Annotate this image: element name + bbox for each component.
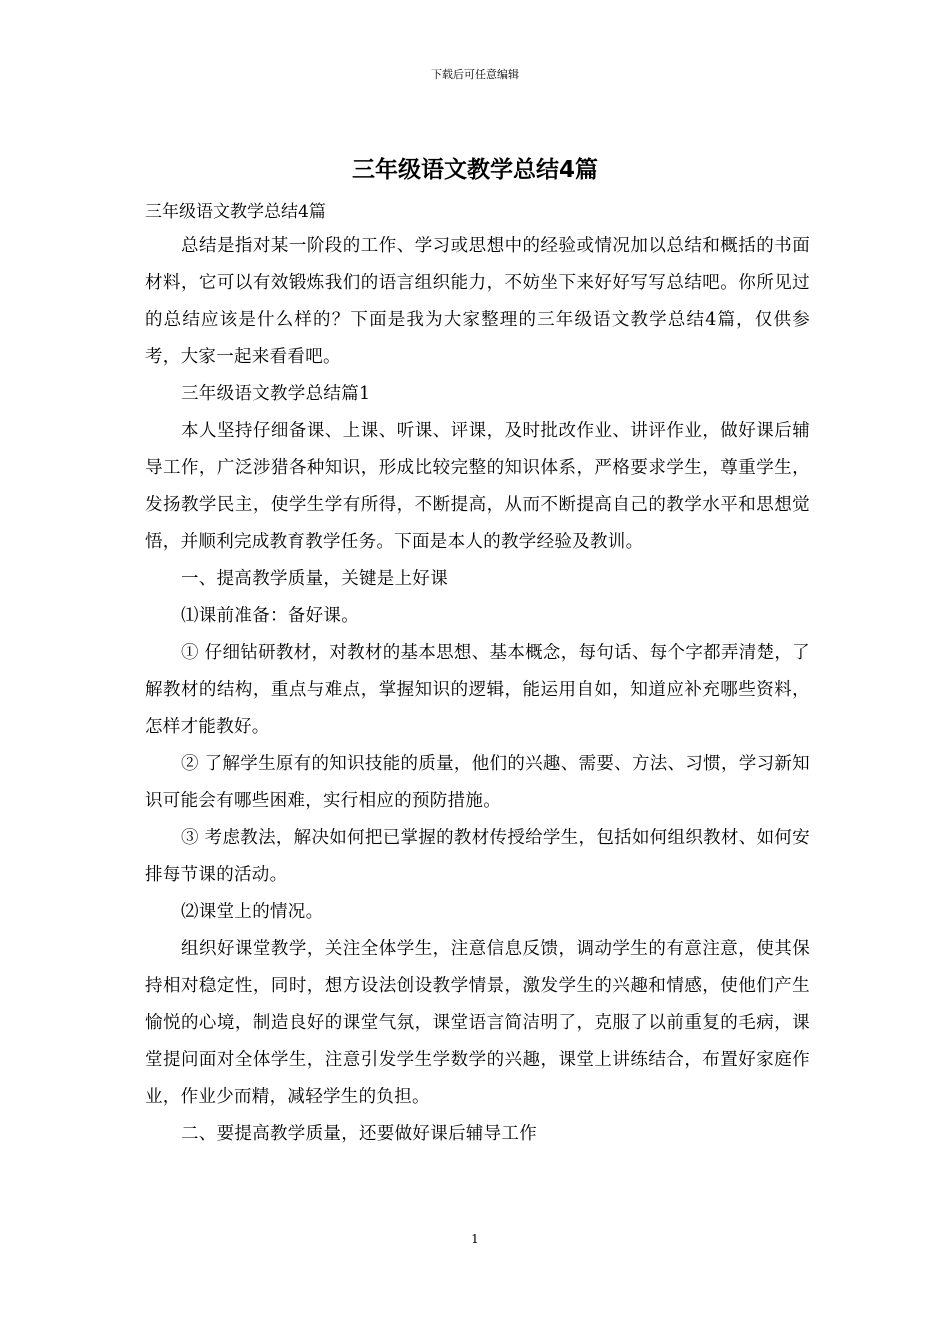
- section-heading-part1: 三年级语文教学总结篇1: [181, 384, 371, 404]
- document-subtitle: 三年级语文教学总结4篇: [145, 202, 326, 222]
- document-title: 三年级语文教学总结4篇: [351, 157, 598, 183]
- paragraph-intro: 总结是指对某一阶段的工作、学习或思想中的经验或情况加以总结和概括的书面材料，它可以有效锻炼我们的语言组织能力，不妨坐下来好好写写总结吧。你所见过的总结应该是什么样的？下面是我为大家整理的三年级语文教学总结4篇，仅供参考，大家一起来看看吧。: [145, 236, 810, 367]
- section-heading-one: 一、提高教学质量，关键是上好课: [181, 569, 448, 589]
- section-heading-two: 二、要提高教学质量，还要做好课后辅导工作: [181, 1124, 537, 1144]
- page-header-note: 下载后可任意编辑: [431, 68, 519, 81]
- list-item-1: ① 仔细钻研教材，对教材的基本思想、基本概念，每句话、每个字都弄清楚，了解教材的结构，重点与难点，掌握知识的逻辑，能运用自如，知道应补充哪些资料，怎样才能教好。: [145, 643, 810, 737]
- list-item-3: ③ 考虑教法，解决如何把已掌握的教材传授给学生，包括如何组织教材、如何安排每节课的活动。: [145, 828, 810, 885]
- paragraph-classroom: 组织好课堂教学，关注全体学生，注意信息反馈，调动学生的有意注意，使其保持相对稳定性，同时，想方设法创设教学情景，激发学生的兴趣和情感，使他们产生愉悦的心境，制造良好的课堂气氛，课堂语言简洁明了，克服了以前重复的毛病，课堂提问面对全体学生，注意引发学生学数学的兴趣，课堂上讲练结合，布置好家庭作业，作业少而精，减轻学生的负担。: [145, 939, 810, 1107]
- page-number: 1: [471, 1232, 479, 1246]
- subsection-heading-2: ⑵课堂上的情况。: [181, 902, 324, 922]
- paragraph-overview: 本人坚持仔细备课、上课、听课、评课，及时批改作业、讲评作业，做好课后辅导工作，广泛涉猎各种知识，形成比较完整的知识体系，严格要求学生，尊重学生，发扬教学民主，使学生学有所得，不断提高，从而不断提高自己的教学水平和思想觉悟，并顺利完成教育教学任务。下面是本人的教学经验及教训。: [145, 421, 810, 552]
- document-body: [145, 196, 810, 1153]
- list-item-2: ② 了解学生原有的知识技能的质量，他们的兴趣、需要、方法、习惯，学习新知识可能会有哪些困难，实行相应的预防措施。: [145, 754, 810, 811]
- subsection-heading-1: ⑴课前准备：备好课。: [181, 606, 359, 626]
